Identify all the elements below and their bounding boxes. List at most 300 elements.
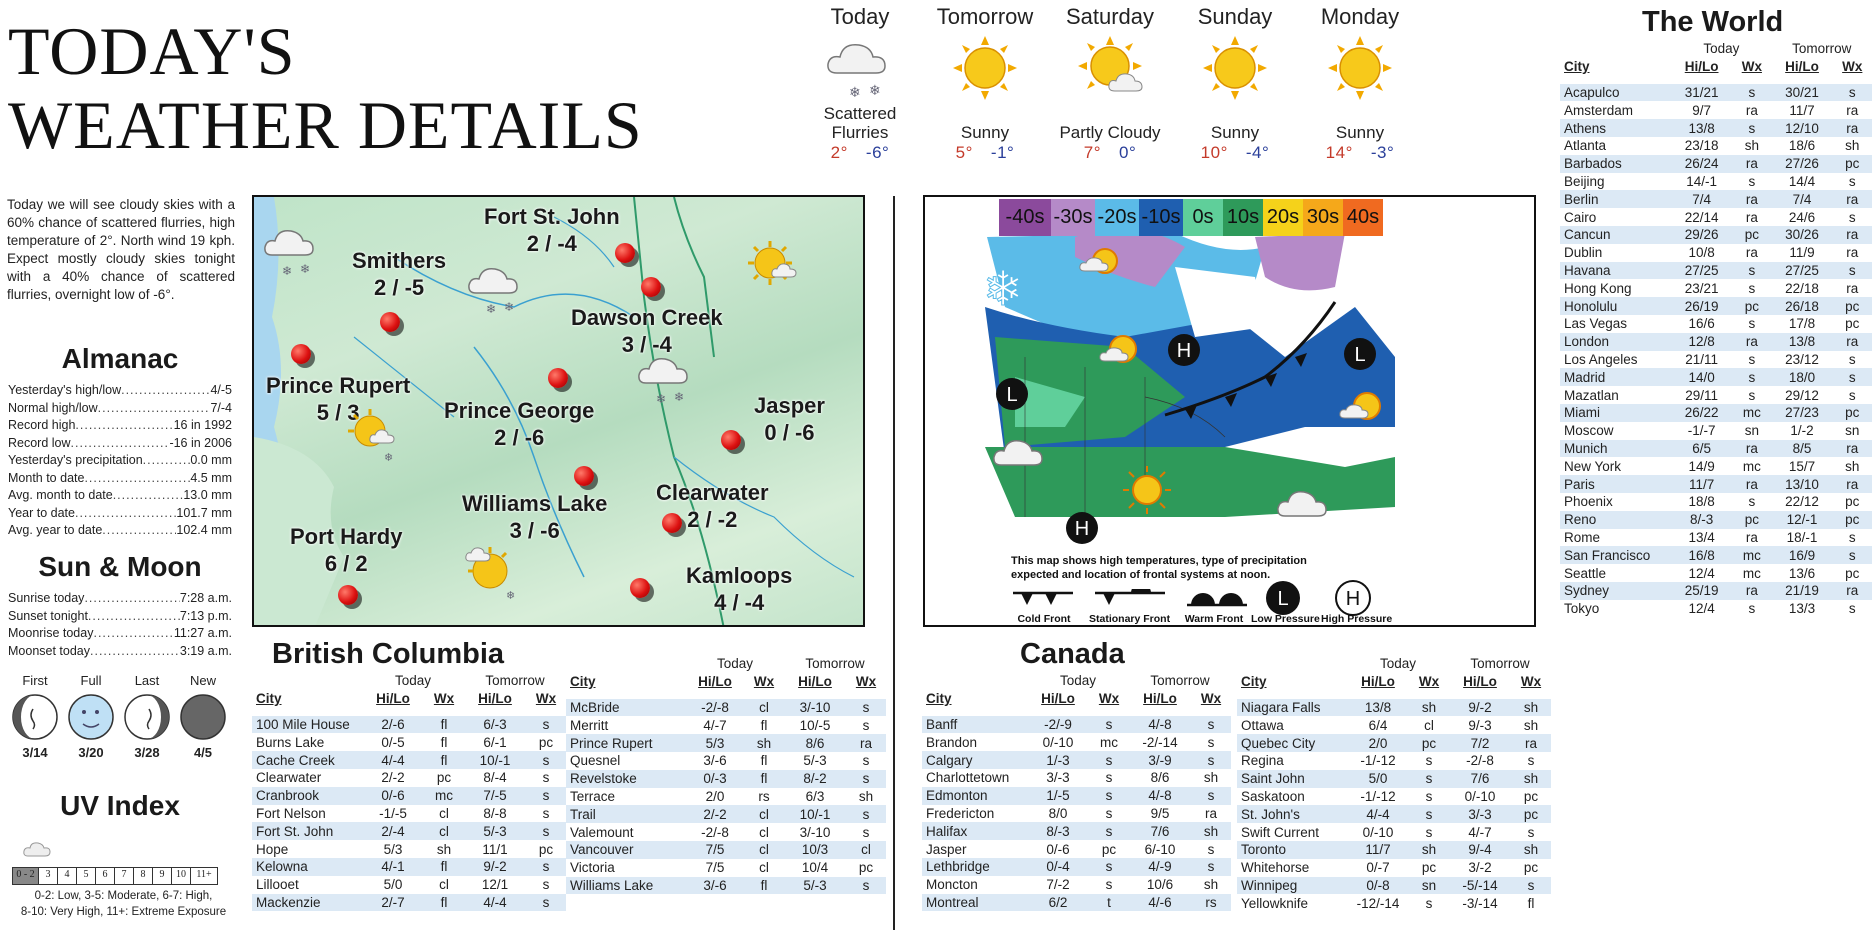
- forecast-day-monday: [1300, 0, 1420, 163]
- map-caption-line: This map shows high temperatures, type of precipitation: [1011, 555, 1307, 567]
- table-cell: ra: [1833, 226, 1872, 244]
- sun-moon-heading: Sun & Moon: [38, 551, 202, 582]
- table-cell: 0/-10: [1042, 734, 1074, 750]
- table-cell: 9/-4: [1449, 841, 1511, 859]
- forecast-condition: [1050, 104, 1170, 142]
- col-group-tomorrow: Tomorrow: [1792, 41, 1852, 57]
- moon-phase-date: 3/28: [134, 745, 160, 760]
- low-pressure-letter: L: [1354, 344, 1366, 366]
- table-cell: -5/-14: [1449, 877, 1511, 895]
- table-cell: Williams Lake: [566, 877, 686, 895]
- uv-note-line: 8-10: Very High, 11+: Extreme Exposure: [20, 906, 227, 918]
- table-row: [1560, 333, 1872, 351]
- table-cell: 2/-6: [362, 716, 424, 734]
- table-cell: -1/-7: [1687, 423, 1716, 439]
- city-marker: [662, 513, 682, 533]
- svg-text:❄: ❄: [486, 302, 497, 316]
- table-cell: -2/-8: [701, 824, 729, 840]
- table-cell: Saskatoon: [1241, 788, 1305, 804]
- table-cell: s: [542, 770, 550, 786]
- table-cell: sh: [1191, 822, 1231, 840]
- table-cell: s: [1191, 858, 1231, 876]
- bc-map-label-prince-george: [444, 397, 594, 451]
- table-cell: sh: [1203, 770, 1219, 786]
- high-pressure-letter: H: [1176, 340, 1192, 362]
- table-cell: fl: [760, 753, 768, 769]
- table-row: [1237, 894, 1551, 912]
- sun-icon: [1115, 462, 1179, 518]
- forecast-day-name: Tomorrow: [936, 4, 1034, 29]
- forecast-day-name: Saturday: [1065, 4, 1155, 29]
- table-cell: 7/6: [1449, 770, 1511, 788]
- table-row: [1560, 440, 1872, 458]
- city-name: Kamloops: [686, 563, 793, 588]
- table-cell: s: [1425, 895, 1433, 911]
- moon-phase-label: Full: [80, 673, 102, 688]
- table-cell: Dublin: [1564, 245, 1603, 261]
- table-row: [922, 733, 1231, 751]
- uv-scale-cell: 10: [172, 868, 191, 884]
- table-cell: -1/-12: [1360, 788, 1396, 804]
- table-cell: 27/25: [1671, 262, 1732, 280]
- list-item-label: Avg. month to date: [8, 488, 113, 502]
- table-cell: 2/0: [705, 788, 725, 804]
- table-cell: 0/-10: [1362, 824, 1394, 840]
- col-header-wx: Wx: [1418, 674, 1440, 690]
- table-cell: Quebec City: [1237, 734, 1347, 752]
- city-temps: 6 / 2: [324, 551, 368, 576]
- sun-icon: [1200, 33, 1270, 103]
- table-cell: s: [1425, 753, 1433, 769]
- almanac-heading: Almanac: [61, 343, 179, 374]
- partly-cloudy-snow-icon: [464, 545, 528, 603]
- table-cell: 13/8: [1671, 119, 1732, 137]
- svg-text:❄: ❄: [300, 262, 311, 276]
- table-row: [1560, 262, 1872, 280]
- table-cell: 21/19: [1772, 582, 1833, 600]
- table-cell: mc: [1742, 565, 1761, 581]
- dot-leader: [71, 435, 170, 453]
- table-cell: s: [1191, 751, 1231, 769]
- forecast-high: 7°: [1083, 143, 1101, 162]
- table-row: [1560, 564, 1872, 582]
- table-cell: 16/8: [1671, 546, 1732, 564]
- table-cell: s: [526, 716, 566, 734]
- forecast-day-name: Sunday: [1197, 4, 1273, 29]
- table-cell: s: [1748, 351, 1756, 367]
- table-row: [1560, 457, 1872, 475]
- table-cell: Regina: [1241, 753, 1284, 769]
- table-cell: 5/3: [383, 841, 403, 857]
- table-cell: 29/11: [1685, 387, 1719, 403]
- uv-note: [6, 888, 241, 920]
- list-item: [8, 590, 232, 608]
- table-cell: 31/21: [1671, 84, 1732, 102]
- table-cell: Beijing: [1564, 173, 1605, 189]
- bc-heading: British Columbia: [272, 638, 505, 670]
- table-cell: pc: [1845, 494, 1860, 510]
- table-cell: 4/-8: [1129, 787, 1191, 805]
- table-cell: s: [1425, 788, 1433, 804]
- table-cell: Madrid: [1560, 368, 1671, 386]
- list-item: [8, 400, 232, 418]
- table-cell: Fredericton: [926, 805, 995, 821]
- table-cell: -3/-14: [1462, 895, 1498, 911]
- table-cell: Montreal: [922, 894, 1027, 912]
- table-cell: 100 Mile House: [252, 716, 362, 734]
- table-row: [922, 787, 1231, 805]
- table-cell: cl: [744, 841, 784, 859]
- table-cell: Victoria: [570, 860, 615, 876]
- table-cell: s: [1848, 209, 1856, 225]
- list-item-label: Record low: [8, 435, 71, 450]
- table-row: [1560, 297, 1872, 315]
- table-cell: sh: [1409, 699, 1449, 717]
- table-cell: 18/8: [1688, 494, 1715, 510]
- table-cell: cl: [424, 822, 464, 840]
- col-header-city: City: [570, 674, 596, 690]
- table-cell: Kelowna: [252, 858, 362, 876]
- table-cell: s: [1089, 858, 1129, 876]
- table-cell: Fort St. John: [252, 822, 362, 840]
- moon-phase-full: [63, 673, 119, 760]
- table-cell: 18/0: [1772, 368, 1833, 386]
- table-cell: Whitehorse: [1241, 860, 1310, 876]
- high-pressure-icon: [1065, 511, 1099, 545]
- uv-scale-cell: 7: [115, 868, 134, 884]
- table-cell: pc: [1833, 511, 1872, 529]
- table-cell: sh: [1845, 138, 1860, 154]
- col-header-wx: Wx: [1520, 674, 1542, 690]
- table-cell: 29/26: [1671, 226, 1732, 244]
- table-cell: 26/22: [1671, 404, 1732, 422]
- table-cell: Yellowknife: [1241, 895, 1309, 911]
- table-cell: sh: [858, 788, 874, 804]
- list-item-value: 102.4 mm: [176, 523, 232, 537]
- table-cell: 1/-2: [1790, 423, 1814, 439]
- partly-cloudy-icon: [740, 239, 804, 289]
- table-cell: 2/-7: [362, 894, 424, 912]
- sun-icon: [1325, 33, 1395, 103]
- table-cell: cl: [439, 877, 449, 893]
- table-cell: t: [1089, 894, 1129, 912]
- list-item-label: Sunset tonight: [8, 608, 88, 623]
- forecast-low: -3°: [1370, 143, 1395, 162]
- table-cell: s: [1748, 494, 1756, 510]
- table-cell: s: [1848, 529, 1856, 545]
- table-cell: 16/6: [1688, 316, 1715, 332]
- table-cell: Seattle: [1564, 565, 1607, 581]
- city-name: Port Hardy: [290, 524, 403, 549]
- table-cell: 3/-10: [784, 699, 846, 717]
- weather-table: [566, 655, 886, 894]
- map-caption: [1011, 554, 1307, 582]
- forecast-condition-line: Sunny: [960, 123, 1010, 142]
- table-cell: Sydney: [1560, 582, 1671, 600]
- city-temps: 0 / -6: [764, 420, 815, 445]
- forecast-day-today: [800, 0, 920, 163]
- dot-leader: [98, 400, 211, 418]
- table-cell: 0/-3: [686, 770, 744, 788]
- table-cell: pc: [1101, 841, 1117, 857]
- forecast-icon: [1300, 32, 1420, 104]
- table-cell: s: [1748, 387, 1756, 403]
- table-cell: 29/12: [1785, 387, 1819, 403]
- high-pressure-icon: [1167, 333, 1201, 367]
- city-name: Dawson Creek: [571, 305, 723, 330]
- table-cell: 7/5: [705, 860, 725, 876]
- table-cell: s: [1089, 787, 1129, 805]
- table-cell: San Francisco: [1560, 546, 1671, 564]
- snow-cloud-icon: [636, 347, 700, 409]
- table-row: [1560, 155, 1872, 173]
- table-cell: Cache Creek: [252, 751, 362, 769]
- col-group-tomorrow: Tomorrow: [485, 673, 545, 689]
- table-row: [922, 822, 1231, 840]
- table-cell: pc: [858, 860, 874, 876]
- table-cell: 4/-6: [1129, 894, 1191, 912]
- city-marker: [641, 277, 661, 297]
- high-pressure-letter: H: [1345, 588, 1361, 610]
- high-pressure-icon: [1335, 580, 1371, 616]
- table-cell: Honolulu: [1560, 297, 1671, 315]
- table-cell: Los Angeles: [1564, 351, 1638, 367]
- table-cell: 26/24: [1671, 155, 1732, 173]
- table-cell: 12/-1: [1772, 511, 1833, 529]
- list-item-label: Normal high/low: [8, 400, 98, 415]
- table-cell: fl: [744, 770, 784, 788]
- table-cell: 2/-4: [362, 822, 424, 840]
- table-cell: 8/-3: [1671, 511, 1732, 529]
- table-cell: Revelstoke: [566, 770, 686, 788]
- table-cell: 10/3: [784, 841, 846, 859]
- city-temps: 2 / -2: [687, 507, 738, 532]
- table-cell: Trail: [566, 805, 686, 823]
- almanac-list: [8, 382, 232, 540]
- dot-leader: [143, 452, 191, 470]
- forecast-high: 14°: [1325, 143, 1353, 162]
- table-cell: ra: [1732, 190, 1771, 208]
- col-header-hilo: Hi/Lo: [376, 691, 410, 707]
- dot-leader: [88, 608, 180, 626]
- table-cell: 4/-9: [1129, 858, 1191, 876]
- svg-text:❄: ❄: [504, 300, 515, 314]
- table-cell: s: [1833, 84, 1872, 102]
- table-cell: sh: [744, 734, 784, 752]
- table-cell: pc: [1732, 297, 1771, 315]
- table-cell: s: [1748, 173, 1756, 189]
- table-cell: 7/4: [1772, 190, 1833, 208]
- table-cell: pc: [1732, 511, 1771, 529]
- table-cell: 4/-7: [1468, 824, 1492, 840]
- dot-leader: [102, 522, 176, 540]
- list-item: [8, 522, 232, 540]
- spacer: [1237, 655, 1347, 673]
- table-cell: fl: [424, 751, 464, 769]
- table-cell: -2/-8: [686, 699, 744, 717]
- dot-leader: [84, 470, 190, 488]
- table-cell: 18/-1: [1786, 529, 1818, 545]
- list-item-value: 7:13 p.m.: [179, 608, 232, 623]
- table-cell: fl: [744, 877, 784, 895]
- table-cell: Fort Nelson: [256, 805, 326, 821]
- forecast-high: 5°: [955, 143, 973, 162]
- table-row: [1237, 805, 1551, 823]
- uv-heading: UV Index: [60, 790, 180, 821]
- table-row: [252, 733, 566, 751]
- moon-phase-date: 3/20: [78, 745, 104, 760]
- table-row: [1237, 699, 1551, 717]
- spacer: [252, 672, 362, 690]
- table-cell: 4/-4: [362, 751, 424, 769]
- table-cell: 7/-5: [464, 787, 526, 805]
- city-temps: 5 / 3: [316, 400, 360, 425]
- cloud-icon: [1275, 482, 1339, 532]
- table-cell: 5/0: [383, 877, 403, 893]
- table-cell: 6/-3: [464, 716, 526, 734]
- svg-text:❄: ❄: [656, 392, 667, 406]
- forecast-temps: [800, 143, 920, 163]
- table-cell: Valemount: [570, 824, 634, 840]
- table-cell: ra: [1732, 155, 1771, 173]
- table-cell: 15/7: [1788, 458, 1816, 474]
- bc-map-label-port-hardy: [290, 523, 402, 577]
- forecast-condition-line: Sunny: [1210, 123, 1260, 142]
- table-cell: Winnipeg: [1237, 877, 1347, 895]
- bc-map-label-jasper: [754, 392, 825, 446]
- list-item: [8, 470, 232, 488]
- bc-map-label-smithers: [352, 247, 446, 301]
- forecast-day-tomorrow: [925, 0, 1045, 163]
- table-cell: ra: [1745, 102, 1758, 118]
- uv-scale-cell: 9: [153, 868, 172, 884]
- table-cell: 8/6: [1150, 770, 1170, 786]
- table-cell: fl: [424, 858, 464, 876]
- table-cell: 7/5: [686, 841, 744, 859]
- uv-scale-cell: 6: [96, 868, 115, 884]
- canada-map: [923, 195, 1536, 627]
- table-cell: 7/6: [1129, 822, 1191, 840]
- table-cell: New York: [1564, 458, 1622, 474]
- forecast-temps: [1050, 143, 1170, 163]
- col-header-wx: Wx: [1098, 691, 1120, 707]
- table-cell: 6/2: [1027, 894, 1089, 912]
- table-row: [922, 858, 1231, 876]
- forecast-low: 0°: [1119, 143, 1137, 162]
- col-group-tomorrow: Tomorrow: [1470, 656, 1530, 672]
- city-name: Prince George: [444, 398, 595, 423]
- table-cell: Halifax: [922, 822, 1027, 840]
- table-cell: s: [1527, 824, 1535, 840]
- table-cell: 12/10: [1772, 119, 1833, 137]
- col-header-hilo: Hi/Lo: [478, 691, 512, 707]
- table-cell: rs: [758, 788, 770, 804]
- table-row: [1560, 511, 1872, 529]
- table-cell: s: [1848, 601, 1856, 617]
- list-item-value: 11:27 a.m.: [173, 626, 232, 640]
- table-cell: s: [1089, 822, 1129, 840]
- table-cell: Lethbridge: [922, 858, 1027, 876]
- table-row: [1237, 823, 1551, 841]
- table-row: [1560, 493, 1872, 511]
- table-row: [1560, 368, 1872, 386]
- table-cell: 27/25: [1772, 262, 1833, 280]
- map-key-label: Cold Front: [1017, 613, 1071, 625]
- table-row: [252, 769, 566, 787]
- list-item-value: 101.7 mm: [176, 505, 232, 520]
- table-cell: s: [542, 805, 550, 821]
- last-quarter-moon-icon: [123, 693, 171, 741]
- weather-table: [1560, 40, 1872, 618]
- city-name: Smithers: [352, 248, 447, 273]
- table-cell: ra: [1732, 333, 1771, 351]
- table-cell: 14/4: [1788, 173, 1816, 189]
- table-cell: 25/19: [1671, 582, 1732, 600]
- table-cell: Jasper: [926, 841, 967, 857]
- col-group-today: Today: [1059, 673, 1097, 689]
- table-row: [252, 716, 566, 734]
- list-item: [8, 382, 232, 400]
- moon-phase-date: 3/14: [22, 745, 48, 760]
- first-quarter-moon-icon: [11, 693, 59, 741]
- city-name: Fort St. John: [484, 204, 620, 229]
- table-cell: s: [1833, 368, 1872, 386]
- low-pressure-letter: L: [1277, 588, 1289, 610]
- table-cell: 8/-3: [1027, 822, 1089, 840]
- table-cell: pc: [538, 734, 554, 750]
- table-cell: Swift Current: [1241, 824, 1320, 840]
- table-cell: 3/-10: [799, 824, 831, 840]
- table-cell: s: [1207, 734, 1215, 750]
- table-cell: ra: [1833, 119, 1872, 137]
- table-cell: ra: [1833, 190, 1872, 208]
- city-temps: 3 / -4: [621, 332, 672, 357]
- table-cell: 12/4: [1688, 601, 1715, 617]
- table-row: [566, 841, 886, 859]
- table-cell: mc: [1732, 546, 1771, 564]
- table-cell: London: [1560, 333, 1671, 351]
- table-cell: s: [1848, 173, 1856, 189]
- table-cell: fl: [760, 717, 768, 733]
- snowflake-icon: [975, 257, 1035, 317]
- table-cell: Calgary: [922, 751, 1027, 769]
- forecast-low: -1°: [990, 143, 1015, 162]
- table-cell: sh: [1409, 841, 1449, 859]
- table-cell: 21/11: [1685, 351, 1719, 367]
- table-cell: Moncton: [926, 877, 978, 893]
- table-cell: s: [846, 699, 886, 717]
- table-row: [566, 699, 886, 717]
- table-cell: s: [846, 877, 886, 895]
- table-cell: St. John's: [1237, 805, 1347, 823]
- list-item: [8, 608, 232, 626]
- table-cell: Clearwater: [256, 770, 322, 786]
- list-item: [8, 643, 232, 661]
- table-cell: ra: [846, 734, 886, 752]
- svg-text:❄: ❄: [674, 390, 685, 404]
- table-cell: fl: [424, 894, 464, 912]
- table-cell: ra: [1745, 209, 1758, 225]
- table-cell: 26/18: [1772, 297, 1833, 315]
- weather-table: [252, 672, 566, 911]
- moon-phase-label: First: [22, 673, 48, 688]
- table-cell: Lillooet: [256, 877, 299, 893]
- table-row: [1560, 208, 1872, 226]
- snow-cloud-icon: [825, 33, 895, 103]
- table-cell: Atlanta: [1564, 138, 1607, 154]
- moon-phase-last: [119, 673, 175, 760]
- temperature-band: 20s: [1263, 199, 1303, 236]
